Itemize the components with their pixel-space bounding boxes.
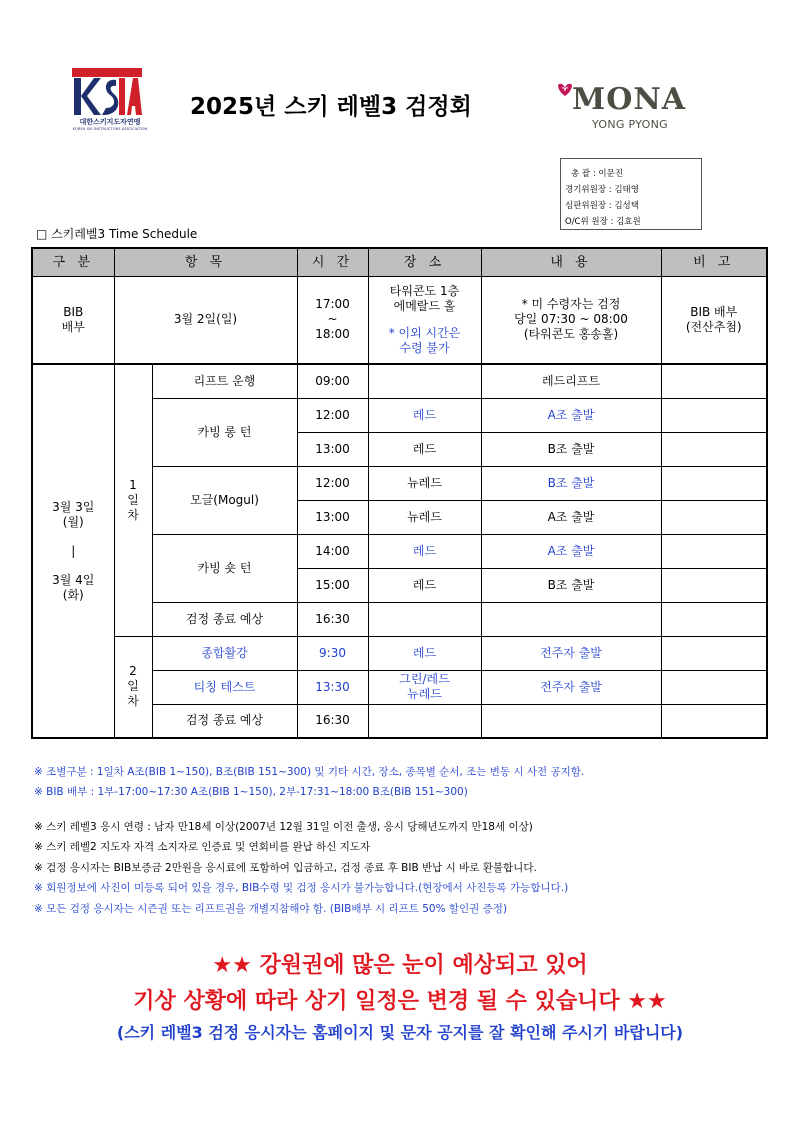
cell-place: 레드 xyxy=(368,432,481,466)
bib-content: * 미 수령자는 검정 당일 07:30 ~ 08:00 (타워콘도 홍송홀) xyxy=(481,276,661,364)
cell-remark xyxy=(661,602,767,636)
lift-remark xyxy=(661,364,767,398)
cell-place: 뉴레드 xyxy=(368,500,481,534)
schedule-table xyxy=(31,247,768,739)
day2-end-time: 16:30 xyxy=(297,704,368,738)
header-time: 시 간 xyxy=(297,248,368,276)
staff-oc-chair: O/C위 원장 : 김효원 xyxy=(565,217,641,227)
general-item: 종합활강 xyxy=(152,636,297,670)
cell-time: 13:00 xyxy=(297,500,368,534)
note-qualification: ※ 스키 레벨2 지도자 자격 소지자로 인증료 및 연회비를 완납 하신 지도자 xyxy=(34,841,371,853)
cell-time: 15:00 xyxy=(297,568,368,602)
table-header-row xyxy=(32,248,767,276)
cell-content xyxy=(481,704,661,738)
weather-warning-line1: ★★ 강원권에 많은 눈이 예상되고 있어 xyxy=(212,953,588,978)
day2-label: 2 일 차 xyxy=(114,636,152,738)
weather-warning-line2: 기상 상황에 따라 상기 일정은 변경 될 수 있습니다 ★★ xyxy=(133,989,667,1014)
table-row xyxy=(32,636,767,670)
day2-end-item: 검정 종료 예상 xyxy=(152,704,297,738)
bib-place: 타워콘도 1층 에메랄드 홀 * 이외 시간은 수령 불가 xyxy=(368,276,481,364)
header-remark: 비 고 xyxy=(661,248,767,276)
cell-time: 12:00 xyxy=(297,398,368,432)
header-item: 항 목 xyxy=(114,248,297,276)
note-bib-deposit: ※ 검정 응시자는 BIB보증금 2만원을 응시료에 포함하여 입금하고, 검정 종료 후 BIB 반납 시 바로 환불합니다. xyxy=(34,862,537,874)
mona-logo-word: MONA xyxy=(572,82,687,117)
date-range-cell: 3월 3일 (월) | 3월 4일 (화) xyxy=(32,364,114,738)
header-place: 장 소 xyxy=(368,248,481,276)
staff-competition-chair: 경기위원장 : 김태영 xyxy=(565,185,639,195)
ksia-logo-mark xyxy=(72,68,142,116)
cell-content xyxy=(481,602,661,636)
ksia-logo-english: KOREA SKI INSTRUCTORS ASSOCIATION xyxy=(72,127,148,131)
mona-logo xyxy=(556,80,706,132)
teaching-place: 그린/레드 뉴레드 xyxy=(368,670,481,704)
lift-content: 레드리프트 xyxy=(481,364,661,398)
table-row xyxy=(32,364,767,398)
cell-remark xyxy=(661,534,767,568)
note-age-requirement: ※ 스키 레벨3 응시 연령 : 남자 만18세 이상(2007년 12월 31일 이전 출생, 응시 당해년도까지 만18세 이상) xyxy=(34,821,533,833)
carving-short-item: 카빙 숏 턴 xyxy=(152,534,297,602)
cell-remark xyxy=(661,670,767,704)
cell-place: 레드 xyxy=(368,534,481,568)
day1-end-item: 검정 종료 예상 xyxy=(152,602,297,636)
lift-item: 리프트 운행 xyxy=(152,364,297,398)
cell-place xyxy=(368,602,481,636)
header-category: 구 분 xyxy=(32,248,114,276)
mogul-item: 모글(Mogul) xyxy=(152,466,297,534)
bib-time: 17:00 ~ 18:00 xyxy=(297,276,368,364)
note-photo-registration: ※ 회원정보에 사진이 미등록 되어 있을 경우, BIB수령 및 검정 응시가 불가능합니다.(현장에서 사진등록 가능합니다.) xyxy=(34,882,569,894)
lift-time: 09:00 xyxy=(297,364,368,398)
staff-director: 총 괄 : 이문진 xyxy=(571,169,624,179)
section-title: □ 스키레벨3 Time Schedule xyxy=(36,227,198,241)
day1-label: 1 일 차 xyxy=(114,364,152,636)
teaching-item: 티칭 테스트 xyxy=(152,670,297,704)
cell-content: A조 출발 xyxy=(481,500,661,534)
cell-remark xyxy=(661,636,767,670)
cell-remark xyxy=(661,500,767,534)
carving-long-item: 카빙 롱 턴 xyxy=(152,398,297,466)
bib-date: 3월 2일(일) xyxy=(114,276,297,364)
cell-place: 레드 xyxy=(368,568,481,602)
staff-judge-chair: 심판위원장 : 김성택 xyxy=(565,201,639,211)
cell-remark xyxy=(661,704,767,738)
ksia-logo xyxy=(70,68,148,136)
note-bib-distribution: ※ BIB 배부 : 1부-17:00~17:30 A조(BIB 1~150), 2부-17:31~18:00 B조(BIB 151~300) xyxy=(34,786,468,798)
notice-check-homepage: (스키 레벨3 검정 응시자는 홈페이지 및 문자 공지를 잘 확인해 주시기 바랍니다) xyxy=(116,1023,684,1042)
general-time: 9:30 xyxy=(297,636,368,670)
cell-remark xyxy=(661,432,767,466)
cell-place: 뉴레드 xyxy=(368,466,481,500)
cell-time: 12:00 xyxy=(297,466,368,500)
header-content: 내 용 xyxy=(481,248,661,276)
cell-place xyxy=(368,704,481,738)
mona-logo-sub: YONG PYONG xyxy=(592,118,668,131)
bib-remark: BIB 배부 (전산추첨) xyxy=(661,276,767,364)
day1-end-time: 16:30 xyxy=(297,602,368,636)
note-group-division: ※ 조별구분 : 1일차 A조(BIB 1~150), B조(BIB 151~300) 및 기타 시간, 장소, 종목별 순서, 조는 변동 시 사전 공지함. xyxy=(34,766,585,778)
cell-remark xyxy=(661,466,767,500)
cell-place: 레드 xyxy=(368,398,481,432)
cell-content: B조 출발 xyxy=(481,568,661,602)
cell-content: B조 출발 xyxy=(481,432,661,466)
note-lift-ticket: ※ 모든 검정 응시자는 시즌권 또는 리프트권을 개별지참해야 함. (BIB배부 시 리프트 50% 할인권 증정) xyxy=(34,903,508,915)
page-title: 2025년 스키 레벨3 검정회 xyxy=(190,94,472,120)
cell-time: 14:00 xyxy=(297,534,368,568)
cell-time: 13:00 xyxy=(297,432,368,466)
teaching-time: 13:30 xyxy=(297,670,368,704)
staff-box xyxy=(560,158,702,230)
cell-content: A조 출발 xyxy=(481,534,661,568)
bib-category: BIB 배부 xyxy=(32,276,114,364)
teaching-content: 전주자 출발 xyxy=(481,670,661,704)
ksia-logo-name: 대한스키지도자연맹 xyxy=(79,118,141,126)
general-content: 전주자 출발 xyxy=(481,636,661,670)
general-place: 레드 xyxy=(368,636,481,670)
cell-remark xyxy=(661,398,767,432)
cell-content: B조 출발 xyxy=(481,466,661,500)
cell-content: A조 출발 xyxy=(481,398,661,432)
bib-row xyxy=(32,276,767,364)
cell-remark xyxy=(661,568,767,602)
lift-place xyxy=(368,364,481,398)
